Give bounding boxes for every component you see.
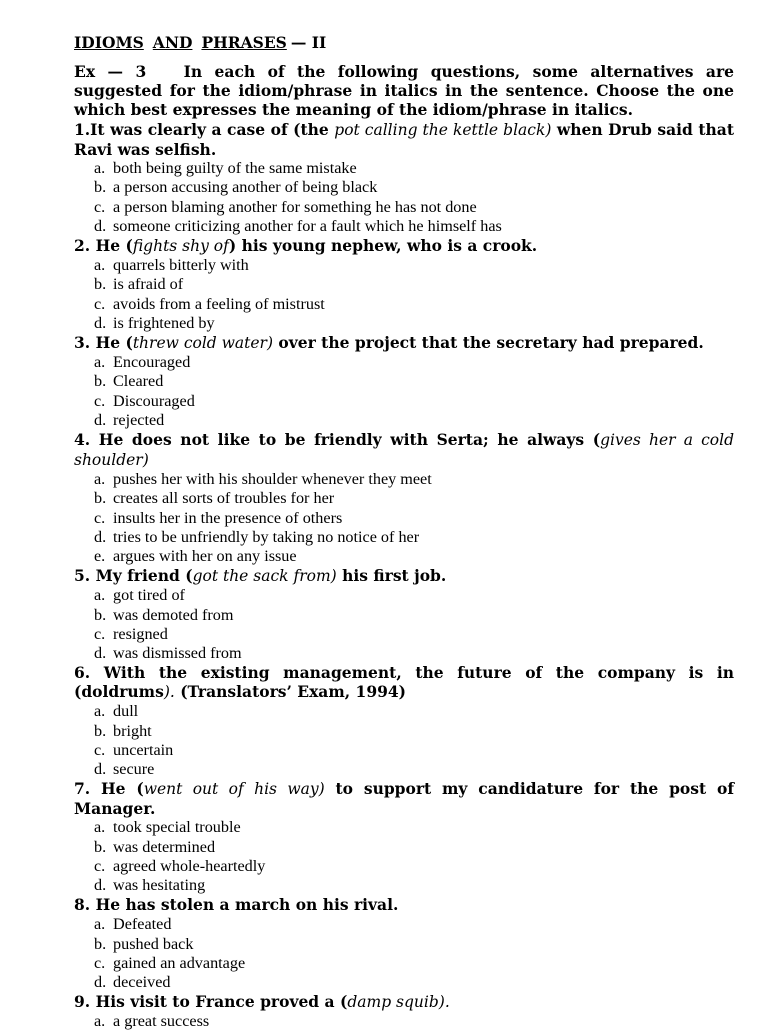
question-stem (74, 566, 734, 586)
option-letter: b. (94, 934, 107, 953)
option-letter: c. (94, 391, 106, 410)
option-letter: a. (94, 1012, 106, 1031)
question-block (74, 992, 734, 1031)
option-list (74, 818, 734, 895)
option-letter: b. (94, 372, 107, 391)
option-list (74, 1012, 734, 1031)
option-letter: a. (94, 915, 106, 934)
option-text: creates all sorts of troubles for her (113, 489, 335, 508)
option-text: secure (113, 760, 155, 778)
option-text: was dismissed from (113, 644, 242, 662)
option-list (74, 470, 734, 566)
option-text: agreed whole-heartedly (113, 856, 266, 875)
option-letter: a. (94, 159, 106, 177)
question-block (74, 566, 734, 663)
option-list (74, 353, 734, 430)
option-item (74, 489, 734, 508)
option-item (74, 702, 734, 721)
option-item (74, 586, 734, 605)
option-letter: c. (94, 508, 106, 527)
option-text: took special trouble (113, 818, 241, 837)
option-item (74, 1012, 734, 1031)
option-item (74, 838, 734, 857)
option-text: quarrels bitterly with (113, 256, 249, 274)
option-text: argues with her on any issue (113, 547, 297, 565)
option-text: Discouraged (113, 391, 195, 410)
question-idiom: ). (163, 683, 175, 702)
option-text: someone criticizing another for a fault which he himself has (113, 216, 502, 235)
option-item (74, 741, 734, 760)
document-page (74, 32, 734, 1032)
option-item (74, 760, 734, 779)
question-text: 7. He ( (74, 779, 144, 799)
question-block (74, 236, 734, 333)
question-text-end: to support my candidature for the post of Manager. (74, 779, 734, 819)
exercise-label: Ex — 3 (74, 62, 147, 81)
option-text: is frightened by (113, 313, 215, 332)
option-item (74, 411, 734, 430)
question-stem (74, 992, 734, 1012)
option-item (74, 915, 734, 934)
option-text: rejected (113, 410, 165, 429)
title-suffix: — II (290, 33, 327, 52)
question-text: 3. He ( (74, 333, 133, 352)
question-text-end: (Translators’ Exam, 1994) (174, 682, 407, 702)
question-text: 2. He ( (74, 236, 133, 255)
option-item (74, 470, 734, 489)
option-item (74, 178, 734, 197)
option-letter: b. (94, 178, 107, 197)
question-block (74, 430, 734, 566)
question-idiom: gives her a cold shoulder) (74, 431, 734, 469)
title-word-phrases: PHRASES (201, 33, 287, 52)
option-item (74, 353, 734, 372)
option-text: gained an advantage (113, 953, 246, 972)
option-text: a person accusing another of being black (113, 178, 378, 197)
question-idiom: pot calling the kettle black) (334, 121, 552, 139)
option-item (74, 314, 734, 333)
question-idiom: went out of his way) (143, 780, 325, 799)
option-text: both being guilty of the same mistake (113, 159, 357, 177)
option-item (74, 644, 734, 663)
question-stem (74, 120, 734, 159)
option-text: insults her in the presence of others (113, 508, 343, 527)
option-item (74, 876, 734, 895)
question-stem (74, 236, 734, 256)
option-item (74, 857, 734, 876)
option-item (74, 973, 734, 992)
option-text: a great success (113, 1012, 210, 1031)
option-text: uncertain (113, 740, 174, 759)
option-item (74, 217, 734, 236)
option-list (74, 256, 734, 333)
option-letter: a. (94, 818, 106, 837)
option-list (74, 702, 734, 779)
option-letter: a. (94, 586, 106, 605)
option-letter: a. (94, 353, 106, 371)
option-text: tries to be unfriendly by taking no notice of her (113, 527, 420, 546)
question-text-end: when Drub said that Ravi was selfish. (74, 120, 734, 159)
option-letter: a. (94, 702, 106, 721)
option-item (74, 606, 734, 625)
option-letter: d. (94, 410, 107, 429)
option-letter: b. (94, 275, 107, 294)
question-text: 4. He does not like to be friendly with Serta; he always ( (74, 430, 601, 449)
page-title (74, 32, 734, 54)
option-list (74, 915, 734, 992)
option-text: was hesitating (113, 876, 206, 894)
option-letter: b. (94, 721, 107, 740)
question-block (74, 779, 734, 895)
option-text: avoids from a feeling of mistrust (113, 294, 325, 313)
option-text: resigned (113, 624, 168, 643)
option-letter: a. (94, 256, 106, 274)
option-letter: c. (94, 740, 106, 759)
question-text-end: over the project that the secretary had prepared. (273, 333, 704, 352)
option-letter: e. (94, 547, 106, 565)
question-stem (74, 663, 734, 702)
option-text: deceived (113, 973, 171, 991)
option-letter: d. (94, 527, 107, 546)
question-stem (74, 333, 734, 353)
question-list (74, 120, 734, 1032)
question-idiom: threw cold water) (132, 334, 274, 352)
option-letter: c. (94, 856, 106, 875)
option-item (74, 275, 734, 294)
option-item (74, 625, 734, 644)
option-item (74, 935, 734, 954)
option-item (74, 528, 734, 547)
option-letter: b. (94, 837, 107, 856)
option-letter: c. (94, 624, 106, 643)
option-text: pushed back (113, 934, 194, 953)
option-list (74, 159, 734, 236)
question-text: 8. He has stolen a march on his rival. (74, 895, 399, 915)
option-text: is afraid of (113, 275, 184, 294)
option-letter: d. (94, 313, 107, 332)
option-text: Defeated (113, 915, 172, 934)
question-block (74, 895, 734, 992)
option-item (74, 509, 734, 528)
option-item (74, 159, 734, 178)
option-text: pushes her with his shoulder whenever they meet (113, 470, 432, 488)
option-letter: c. (94, 294, 106, 313)
option-text: Cleared (113, 372, 164, 391)
option-item (74, 954, 734, 973)
question-text: 1.It was clearly a case of (the (74, 120, 335, 139)
option-letter: b. (94, 489, 107, 508)
question-block (74, 120, 734, 236)
question-text: 6. With the existing management, the future of the company is in (doldrums (74, 663, 734, 702)
option-item (74, 722, 734, 741)
question-idiom: fights shy of (132, 237, 229, 255)
question-text-end: his first job. (336, 566, 447, 586)
option-item (74, 547, 734, 566)
question-stem (74, 895, 734, 915)
option-item (74, 256, 734, 275)
option-text: dull (113, 702, 139, 721)
exercise-instructions-text: In each of the following questions, some alternatives are suggested for the idiom/phrase in italics in the sentence. Choose the one which best expresses the meaning of the idiom/phrase in italics. (74, 62, 734, 119)
option-letter: c. (94, 953, 106, 972)
question-stem (74, 779, 734, 818)
question-text: 5. My friend ( (74, 566, 193, 586)
question-idiom: got the sack from) (192, 567, 337, 586)
question-block (74, 333, 734, 430)
question-text: 9. His visit to France proved a ( (74, 992, 348, 1012)
option-item (74, 818, 734, 837)
option-text: was determined (113, 837, 216, 856)
option-text: bright (113, 721, 152, 740)
option-text: got tired of (113, 586, 185, 605)
title-word-idioms: IDIOMS (74, 33, 144, 52)
option-item (74, 198, 734, 217)
option-text: a person blaming another for something he has not done (113, 197, 477, 216)
option-letter: c. (94, 197, 106, 216)
option-letter: d. (94, 760, 107, 778)
option-item (74, 295, 734, 314)
option-item (74, 392, 734, 411)
option-letter: b. (94, 605, 107, 624)
option-list (74, 586, 734, 663)
option-text: was demoted from (113, 605, 234, 624)
option-letter: d. (94, 876, 107, 894)
question-stem (74, 430, 734, 470)
question-block (74, 663, 734, 779)
question-text-end: ) his young nephew, who is a crook. (228, 236, 538, 255)
option-text: Encouraged (113, 353, 191, 371)
option-letter: d. (94, 973, 107, 991)
option-letter: d. (94, 216, 107, 235)
option-item (74, 372, 734, 391)
title-word-and: AND (152, 33, 193, 52)
exercise-instructions (74, 62, 734, 119)
option-letter: d. (94, 644, 107, 662)
question-idiom: damp squib). (347, 993, 450, 1012)
option-letter: a. (94, 470, 106, 488)
